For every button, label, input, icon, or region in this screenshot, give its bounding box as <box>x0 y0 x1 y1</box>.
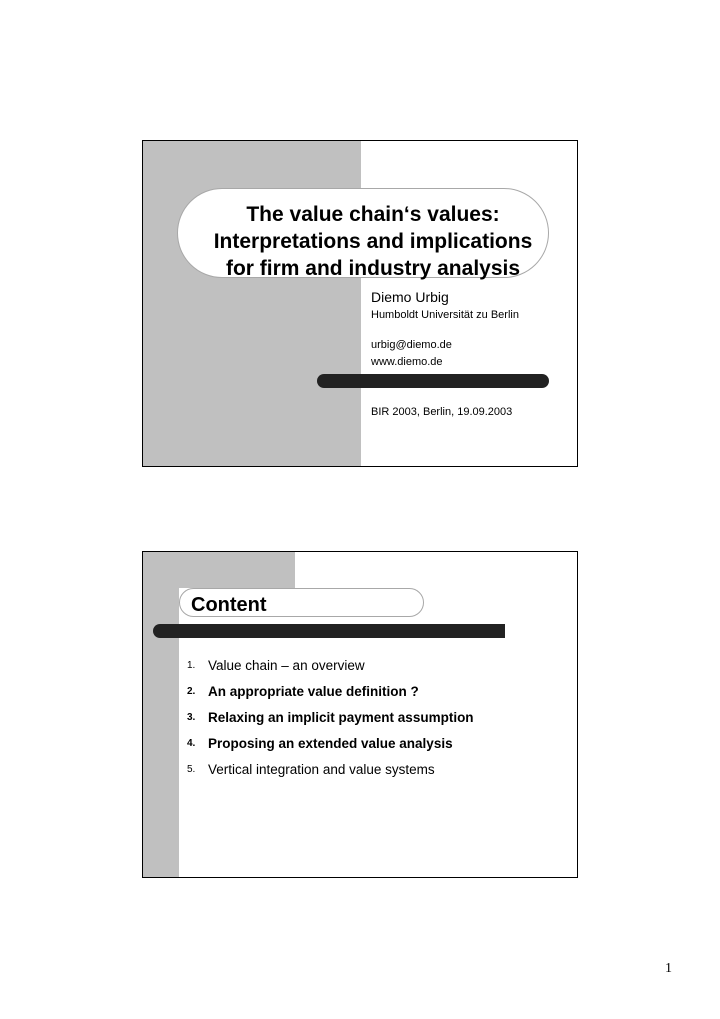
title-line: The value chain‘s values: <box>246 203 500 226</box>
list-number: 3. <box>187 711 196 723</box>
list-item <box>187 704 474 730</box>
slide-content <box>142 551 578 878</box>
title-line: for firm and industry analysis <box>225 257 521 280</box>
title-line: Interpretations and implications <box>213 230 533 253</box>
list-text: Relaxing an implicit payment assumption <box>208 709 474 725</box>
slide-title <box>142 140 578 467</box>
list-number: 5. <box>187 763 196 775</box>
presentation-title <box>183 201 563 282</box>
list-item <box>187 756 474 782</box>
list-item <box>187 730 474 756</box>
content-list <box>187 652 474 782</box>
slide-side-panel <box>143 552 179 877</box>
event-info: BIR 2003, Berlin, 19.09.2003 <box>371 406 513 418</box>
list-item <box>187 678 474 704</box>
list-number: 4. <box>187 737 196 749</box>
list-text: Vertical integration and value systems <box>208 761 435 777</box>
list-item <box>187 652 474 678</box>
list-text: Value chain – an overview <box>208 657 365 673</box>
list-number: 2. <box>187 685 196 697</box>
list-text: An appropriate value definition ? <box>208 683 419 699</box>
list-text: Proposing an extended value analysis <box>208 735 453 751</box>
email: urbig@diemo.de <box>371 339 452 351</box>
list-number: 1. <box>187 659 196 671</box>
page-number: 1 <box>665 961 672 976</box>
author-name: Diemo Urbig <box>371 289 449 305</box>
affiliation: Humboldt Universität zu Berlin <box>371 309 519 321</box>
website: www.diemo.de <box>371 356 443 368</box>
slide-title: Content <box>191 594 267 616</box>
decorative-bar <box>153 624 505 638</box>
decorative-bar <box>317 374 549 388</box>
